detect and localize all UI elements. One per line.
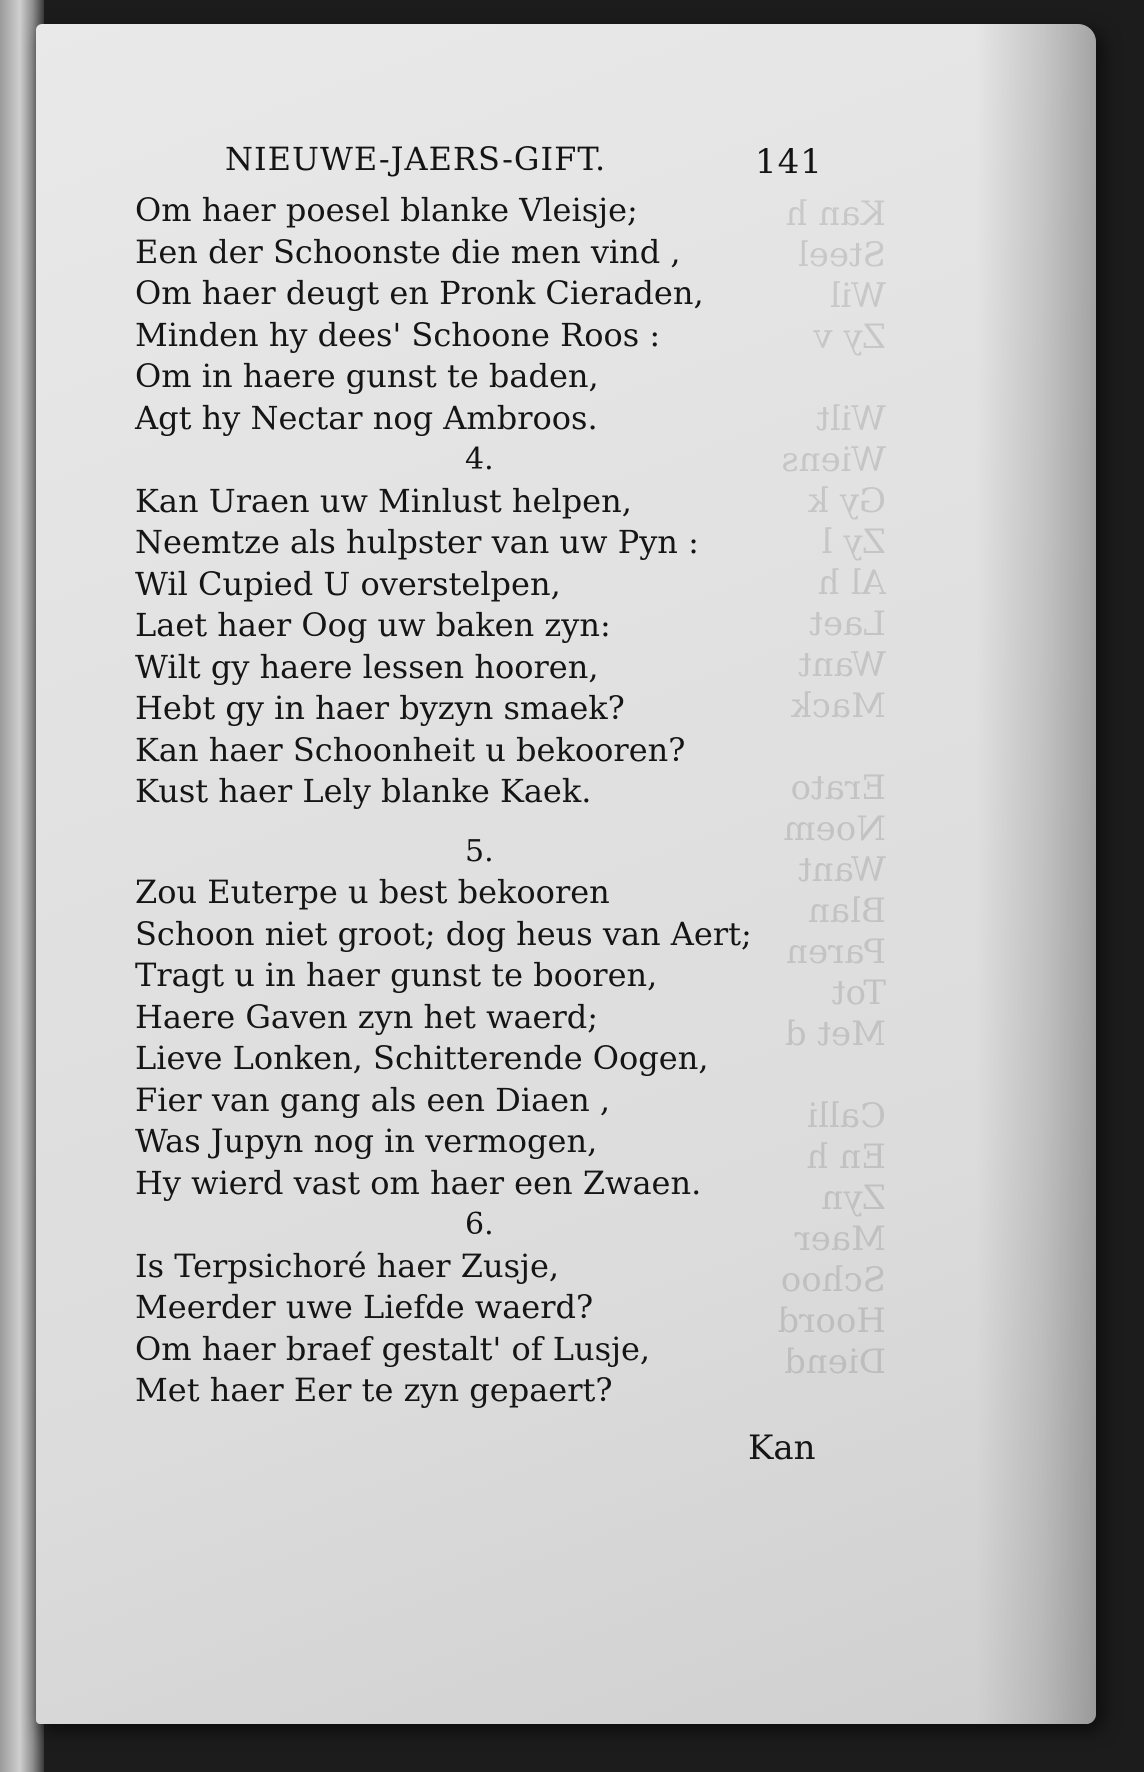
poem-line: Agt hy Nectar nog Ambroos.	[135, 398, 598, 437]
stanza	[135, 439, 855, 813]
poem-line: Om haer braef gestalt' of Lusje,	[135, 1329, 651, 1368]
poem-line: Om haer deugt en Pronk Cieraden,	[135, 274, 704, 312]
poem-line: Wilt gy haere lessen hooren,	[135, 647, 599, 686]
catchword: Kan	[748, 1428, 816, 1468]
poem-line: Hebt gy in haer byzyn smaek?	[135, 689, 625, 727]
poem-line: Kan haer Schoonheit u bekooren?	[135, 730, 686, 769]
stanza-number: 5.	[465, 833, 494, 869]
poem-line: Haere Gaven zyn het waerd;	[135, 997, 599, 1036]
poem-line: Laet haer Oog uw baken zyn:	[135, 606, 611, 644]
poem-line: Met haer Eer te zyn gepaert?	[135, 1371, 613, 1409]
poem-line: Hy wierd vast om haer een Zwaen.	[135, 1163, 702, 1202]
stanza	[135, 190, 855, 439]
stanza	[135, 1204, 855, 1412]
poem-body	[135, 190, 855, 1412]
page-number: 141	[755, 142, 823, 182]
running-header	[225, 140, 825, 190]
poem-line: Lieve Lonken, Schitterende Oogen,	[135, 1039, 709, 1077]
poem-line: Was Jupyn nog in vermogen,	[135, 1122, 598, 1160]
poem-line: Een der Schoonste die men vind ,	[135, 232, 681, 271]
stanza-number: 6.	[465, 1207, 494, 1242]
poem-line: Tragt u in haer gunst te booren,	[135, 956, 658, 994]
stanza	[135, 831, 855, 1205]
poem-line: Fier van gang als een Diaen ,	[135, 1080, 611, 1119]
poem-line: Minden hy dees' Schoone Roos :	[135, 315, 661, 354]
poem-line: Zou Euterpe u best bekooren	[135, 873, 610, 911]
bleed-through-text: Kan h Steel Wil Zy v Wilt Wiens Gy k Zy l Al h Laet Want Mack Erato Noem Want Blan Paren Tot Met d Calli En h Zyn Maer Schoo Hoord Diend	[777, 194, 886, 1382]
poem-line: Om in haere gunst te baden,	[135, 357, 599, 395]
poem-line: Schoon niet groot; dog heus van Aert;	[135, 914, 752, 953]
poem-line: Kan Uraen uw Minlust helpen,	[135, 481, 632, 520]
poem-line: Neemtze als hulpster van uw Pyn :	[135, 523, 699, 561]
poem-line: Om haer poesel blanke Vleisje;	[135, 191, 638, 229]
poem-line: Meerder uwe Liefde waerd?	[135, 1288, 594, 1326]
stanza-number: 4.	[465, 442, 494, 477]
page-curl-shadow	[976, 24, 1096, 1724]
running-title: NIEUWE-JAERS-GIFT.	[225, 140, 607, 178]
poem-line: Wil Cupied U overstelpen,	[135, 564, 561, 603]
poem-line: Kust haer Lely blanke Kaek.	[135, 772, 592, 810]
poem-line: Is Terpsichoré haer Zusje,	[135, 1246, 560, 1285]
